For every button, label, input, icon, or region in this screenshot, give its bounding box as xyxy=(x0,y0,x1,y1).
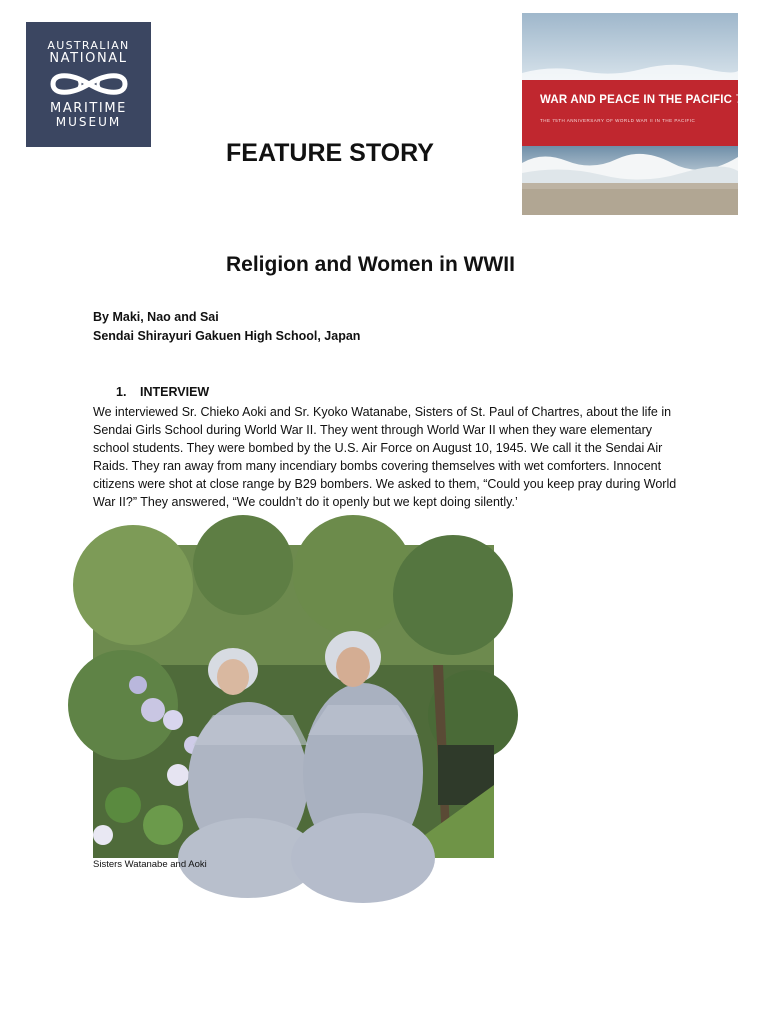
section-heading xyxy=(116,385,209,399)
logo-line-4: MUSEUM xyxy=(55,115,122,130)
school: Sendai Shirayuri Gakuen High School, Japan xyxy=(93,329,361,343)
authors: By Maki, Nao and Sai xyxy=(93,310,219,324)
byline xyxy=(93,308,360,346)
war-and-peace-poster xyxy=(522,13,749,215)
section-number: 1. xyxy=(116,385,127,399)
poster-title xyxy=(540,94,749,106)
poster-number: 75 xyxy=(735,94,749,106)
poster-title-text: WAR AND PEACE IN THE PACIFIC xyxy=(540,94,733,106)
logo-line-2: NATIONAL xyxy=(49,50,128,66)
poster-subtitle: THE 75TH ANNIVERSARY OF WORLD WAR II IN THE PACIFIC xyxy=(540,118,696,123)
logo-line-3: MARITIME xyxy=(50,101,127,117)
infinity-wave-icon xyxy=(47,69,131,99)
poster-red-band xyxy=(522,80,749,146)
article-title: Religion and Women in WWII xyxy=(226,253,515,276)
interview-paragraph: We interviewed Sr. Chieko Aoki and Sr. Kyoko Watanabe, Sisters of St. Paul of Chartres, about the life in Sendai Girls School during World War II. They went through World War II when they ware elementary school students. They were bombed by the U.S. Air Force on August 10, 1945. We call it the Sendai Air Raids. They ran away from many incendiary bombs covering themselves with wet comforters. Innocent citizens were shot at close range by B29 bombers. We asked to them, “Could you keep pray during World War II?” They answered, “We couldn’t do it openly but we kept doing silently.’ xyxy=(93,405,677,509)
section-title: INTERVIEW xyxy=(140,385,210,399)
logo-line-1: AUSTRALIAN xyxy=(47,39,130,53)
sisters-photo xyxy=(93,545,494,858)
museum-logo xyxy=(26,22,151,147)
feature-story-heading: FEATURE STORY xyxy=(226,139,434,167)
photo-caption: Sisters Watanabe and Aoki xyxy=(93,859,207,870)
